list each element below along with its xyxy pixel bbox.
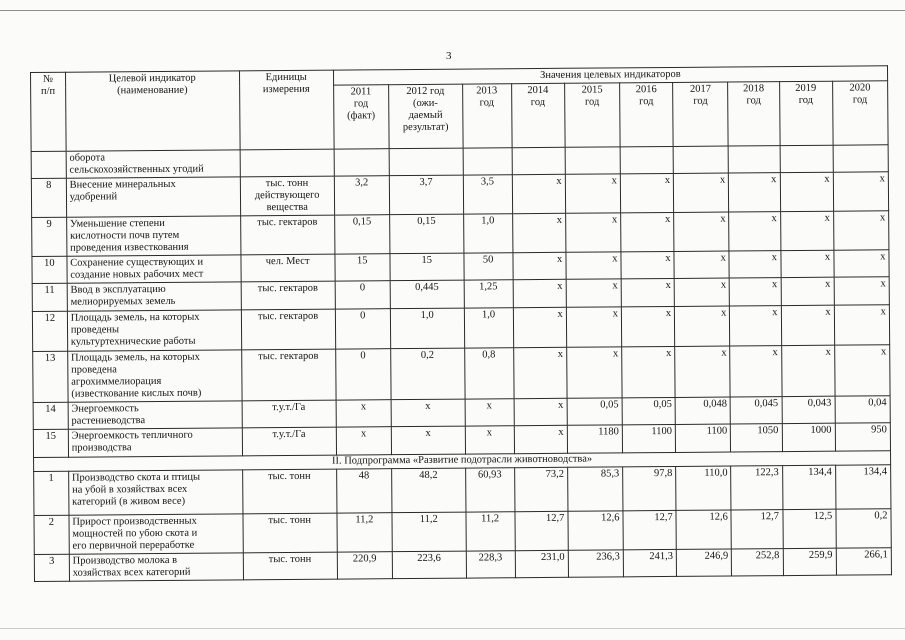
value-cell: x: [781, 277, 834, 305]
value-cell: 950: [835, 423, 891, 451]
table-row: [33, 345, 890, 403]
value-cell: x: [565, 213, 621, 252]
value-cell: 12,7: [515, 511, 568, 550]
header-year: 2014 год: [511, 83, 565, 147]
header-num: № п/п: [31, 72, 66, 151]
value-cell: 12,6: [568, 511, 624, 550]
value-cell: 134,4: [782, 465, 836, 509]
value-cell: x: [514, 425, 567, 453]
value-cell: 134,4: [835, 465, 891, 509]
value-cell: x: [512, 213, 565, 252]
header-values-title: Значения целевых индикаторов: [333, 66, 887, 85]
header-indicator-name: Целевой индикатор (наименование): [65, 71, 239, 151]
value-cell: x: [674, 278, 729, 306]
value-cell: x: [730, 346, 782, 397]
value-cell: 97,8: [623, 466, 677, 510]
value-cell: 252,8: [732, 549, 783, 576]
value-cell: 3,2: [334, 176, 390, 215]
value-cell: x: [622, 346, 676, 397]
value-cell: x: [834, 345, 890, 396]
value-cell: x: [834, 277, 890, 305]
value-cell: x: [566, 252, 621, 279]
value-cell: x: [729, 173, 780, 212]
value-cell: x: [512, 174, 565, 213]
value-cell: 122,3: [731, 466, 782, 510]
table-row: [32, 305, 889, 352]
unit-cell: чел. Мест: [241, 254, 335, 282]
value-cell: 1000: [782, 423, 835, 451]
value-cell: x: [514, 398, 567, 425]
value-cell: 0,8: [464, 348, 513, 399]
section-title: II. Подпрограмма «Развитие подотрасли животноводства»: [34, 451, 891, 472]
value-cell: x: [513, 307, 566, 347]
value-cell: x: [834, 305, 890, 345]
value-cell: [512, 147, 565, 174]
value-cell: x: [673, 173, 729, 212]
value-cell: x: [730, 306, 781, 346]
value-cell: x: [675, 346, 731, 397]
scan-bottom-edge: [0, 628, 905, 629]
value-cell: 3,7: [389, 175, 463, 215]
value-cell: 73,2: [514, 467, 568, 511]
header-year: 2019 год: [779, 81, 833, 145]
value-cell: 11,2: [337, 513, 393, 552]
target-indicators-table: [30, 65, 892, 582]
value-cell: x: [465, 399, 514, 426]
value-cell: x: [566, 279, 621, 307]
unit-cell: т.у.т./Га: [242, 400, 336, 428]
value-cell: x: [781, 345, 835, 396]
value-cell: 266,1: [836, 548, 892, 575]
value-cell: x: [621, 212, 674, 251]
row-number: 15: [33, 429, 68, 457]
value-cell: 11,2: [392, 512, 466, 552]
value-cell: 220,9: [337, 552, 392, 579]
indicator-name: Производство скота и птицы на убой в хозяйствах всех категорий (в живом весе): [68, 470, 242, 515]
value-cell: x: [674, 251, 729, 278]
unit-cell: [240, 149, 334, 177]
header-year: 2018 год: [728, 82, 780, 146]
value-cell: 1180: [567, 425, 622, 453]
value-cell: [833, 145, 889, 172]
value-cell: 246,9: [676, 549, 731, 576]
value-cell: 48,2: [392, 468, 466, 513]
value-cell: [673, 146, 728, 173]
table-row: [34, 465, 891, 516]
value-cell: 12,7: [731, 510, 782, 549]
indicator-name: оборота сельскохозяйственных угодий: [66, 150, 240, 178]
indicator-name: Прирост производственных мощностей по убою скота и его первичной переработке: [69, 514, 243, 554]
value-cell: 0: [335, 281, 390, 309]
value-cell: 0,15: [390, 214, 464, 254]
value-cell: [728, 146, 779, 173]
row-number: [31, 151, 66, 178]
value-cell: 48: [336, 469, 392, 513]
value-cell: [389, 148, 463, 176]
value-cell: 1050: [731, 424, 782, 452]
value-cell: x: [513, 347, 567, 398]
value-cell: 1100: [675, 424, 730, 452]
value-cell: x: [465, 426, 514, 454]
row-number: 11: [32, 283, 67, 311]
value-cell: x: [729, 212, 780, 251]
row-number: 2: [34, 515, 69, 554]
value-cell: 0: [335, 309, 391, 349]
indicator-name: Сохранение существующих и создание новых рабочих мест: [67, 255, 241, 283]
row-number: 10: [32, 256, 67, 283]
value-cell: x: [833, 172, 889, 211]
unit-cell: тыс. тонн: [242, 469, 336, 514]
value-cell: x: [729, 251, 780, 278]
indicator-name: Площадь земель, на которых проведены культуртехнические работы: [67, 310, 241, 351]
value-cell: 236,3: [568, 550, 623, 577]
value-cell: x: [565, 174, 621, 213]
value-cell: x: [833, 211, 889, 250]
row-number: 3: [34, 554, 69, 581]
value-cell: x: [513, 279, 566, 307]
value-cell: x: [621, 251, 674, 278]
value-cell: 12,7: [623, 510, 676, 549]
value-cell: x: [730, 278, 781, 306]
value-cell: 0,2: [391, 348, 465, 400]
value-cell: 11,2: [466, 512, 515, 551]
value-cell: x: [674, 212, 730, 251]
scan-top-edge: [0, 10, 905, 11]
header-unit: Единицы измерения: [239, 70, 334, 150]
value-cell: [334, 149, 389, 176]
unit-cell: тыс. гектаров: [241, 281, 335, 310]
value-cell: [463, 148, 512, 175]
value-cell: 0,048: [675, 397, 730, 424]
value-cell: 1,25: [464, 280, 513, 308]
value-cell: 0,043: [782, 396, 835, 423]
value-cell: 15: [390, 253, 464, 281]
value-cell: 0,045: [730, 397, 781, 424]
row-number: 8: [31, 178, 66, 217]
unit-cell: тыс. тонн действующего вещества: [240, 176, 334, 216]
value-cell: x: [391, 399, 465, 427]
unit-cell: тыс. гектаров: [240, 215, 334, 255]
value-cell: 241,3: [623, 549, 676, 576]
value-cell: [620, 146, 673, 173]
value-cell: x: [781, 305, 834, 345]
table-row: [34, 548, 891, 582]
table-row: [34, 509, 891, 555]
header-year: 2017 год: [673, 82, 729, 146]
value-cell: 1,0: [464, 308, 513, 348]
value-cell: x: [566, 307, 622, 347]
value-cell: x: [675, 306, 731, 346]
value-cell: x: [834, 250, 890, 277]
value-cell: 231,0: [515, 550, 568, 577]
indicator-name: Ввод в эксплуатацию мелиорируемых земель: [67, 282, 241, 311]
indicator-name: Уменьшение степени кислотности почв путем проведения известкования: [66, 216, 240, 256]
value-cell: x: [780, 172, 833, 211]
value-cell: 1,0: [463, 214, 512, 253]
header-year: 2015 год: [564, 83, 620, 147]
value-cell: x: [780, 211, 833, 250]
value-cell: x: [621, 306, 674, 346]
value-cell: x: [620, 173, 673, 212]
indicator-name: Площадь земель, на которых проведена агрохиммелиорация (известкование кислых почв): [67, 350, 241, 402]
unit-cell: т.у.т./Га: [242, 427, 336, 456]
value-cell: 0,05: [567, 398, 622, 425]
row-number: 12: [32, 311, 67, 351]
table-row: [32, 211, 889, 257]
value-cell: 0: [335, 349, 391, 400]
value-cell: 12,6: [676, 510, 732, 549]
header-year: 2016 год: [620, 82, 674, 146]
value-cell: x: [391, 426, 465, 455]
value-cell: 50: [463, 253, 512, 280]
value-cell: 15: [335, 254, 390, 281]
indicator-name: Внесение минеральных удобрений: [66, 177, 240, 217]
value-cell: [780, 145, 833, 172]
header-year: 2013 год: [462, 84, 512, 148]
value-cell: 0,15: [334, 215, 390, 254]
value-cell: 1100: [622, 424, 675, 452]
value-cell: 3,5: [463, 175, 512, 214]
value-cell: 259,9: [783, 548, 836, 575]
indicator-table-sheet: [30, 65, 892, 602]
value-cell: x: [513, 252, 566, 279]
value-cell: 0,445: [390, 280, 464, 309]
row-number: 9: [32, 217, 67, 256]
value-cell: 12,5: [782, 509, 835, 548]
value-cell: x: [336, 400, 391, 427]
value-cell: 85,3: [567, 467, 623, 511]
value-cell: 0,05: [622, 397, 675, 424]
table-row: [31, 172, 888, 218]
value-cell: 228,3: [466, 551, 515, 578]
value-cell: [565, 147, 620, 174]
value-cell: 1,0: [390, 308, 464, 349]
unit-cell: тыс. гектаров: [241, 309, 335, 350]
value-cell: x: [566, 347, 622, 398]
value-cell: 110,0: [676, 466, 732, 510]
header-year: 2012 год (ожи- даемый результат): [389, 84, 463, 149]
page-number: 3: [446, 50, 452, 62]
indicator-name: Производство молока в хозяйствах всех категорий: [69, 553, 243, 581]
header-year: 2020 год: [832, 81, 888, 145]
value-cell: 60,93: [465, 468, 514, 512]
value-cell: 0,04: [835, 396, 891, 423]
value-cell: 0,2: [836, 509, 892, 548]
row-number: 14: [33, 402, 68, 429]
row-number: 13: [33, 351, 68, 402]
unit-cell: тыс. тонн: [243, 513, 337, 553]
value-cell: x: [336, 427, 391, 455]
indicator-name: Энергоемкость растениеводства: [68, 401, 242, 429]
value-cell: 223,6: [392, 551, 466, 579]
indicator-name: Энергоемкость тепличного производства: [68, 428, 242, 457]
value-cell: x: [621, 278, 674, 306]
unit-cell: тыс. гектаров: [241, 349, 335, 401]
header-year: 2011 год (факт): [333, 85, 389, 149]
value-cell: x: [780, 250, 833, 277]
row-number: 1: [34, 471, 69, 515]
unit-cell: тыс. тонн: [243, 552, 337, 580]
